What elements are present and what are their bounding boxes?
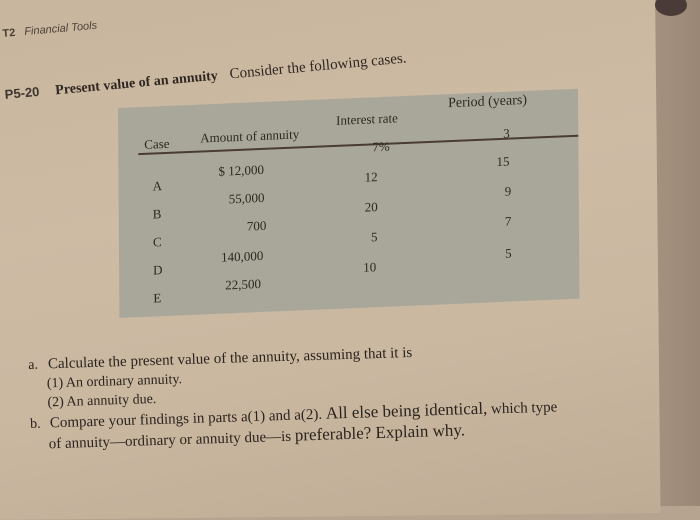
chapter-label: T2: [2, 26, 16, 40]
questions: [28, 335, 700, 455]
amount-a: $ 12,000: [218, 161, 265, 179]
question-b-text-1c: which type: [490, 399, 558, 418]
amount-c: 700: [246, 217, 267, 234]
question-b-label: b.: [29, 416, 41, 432]
rate-d: 5: [370, 229, 378, 245]
case-e: E: [153, 290, 162, 306]
header-rate: Interest rate: [336, 110, 398, 128]
header-amount: Amount of annuity: [200, 126, 300, 146]
question-a-part-2: (2) An annuity due.: [47, 391, 157, 411]
amount-b: 55,000: [228, 189, 265, 207]
amount-e: 22,500: [225, 276, 262, 293]
problem-number: P5-20: [4, 83, 41, 102]
rate-c: 20: [364, 199, 378, 215]
case-b: B: [152, 206, 162, 222]
case-a: A: [152, 178, 162, 194]
rate-b: 12: [364, 169, 378, 185]
period-b: 15: [496, 153, 510, 170]
header-case: Case: [144, 135, 170, 152]
problem-title: Present value of an annuity: [54, 68, 219, 99]
amount-d: 140,000: [221, 247, 264, 265]
rate-e: 10: [363, 259, 377, 275]
problem-heading: [4, 49, 407, 103]
question-b-text-1a: Compare your findings in parts a(1) and a(2).: [49, 406, 323, 432]
period-c: 9: [504, 183, 512, 199]
question-b-text-2a: of annuity—ordinary or annuity due—is: [48, 428, 292, 453]
cases-table: [118, 89, 579, 318]
rate-a: 7%: [372, 138, 390, 155]
question-a-label: a.: [28, 357, 39, 373]
header-period: Period (years): [448, 92, 528, 112]
question-b-text-2b: preferable? Explain why.: [294, 420, 466, 445]
question-a-part-1: (1) An ordinary annuity.: [46, 372, 183, 392]
period-a: 3: [503, 125, 510, 141]
case-c: C: [152, 234, 162, 250]
question-a-text: Calculate the present value of the annuity, assuming that it is: [47, 344, 413, 373]
case-d: D: [153, 262, 163, 278]
period-d: 7: [504, 213, 512, 229]
problem-intro: Consider the following cases.: [228, 50, 408, 83]
section-label: Financial Tools: [23, 19, 98, 39]
question-b-text-1b: All else being identical,: [325, 398, 488, 423]
period-e: 5: [505, 245, 512, 261]
running-head: [2, 20, 98, 40]
